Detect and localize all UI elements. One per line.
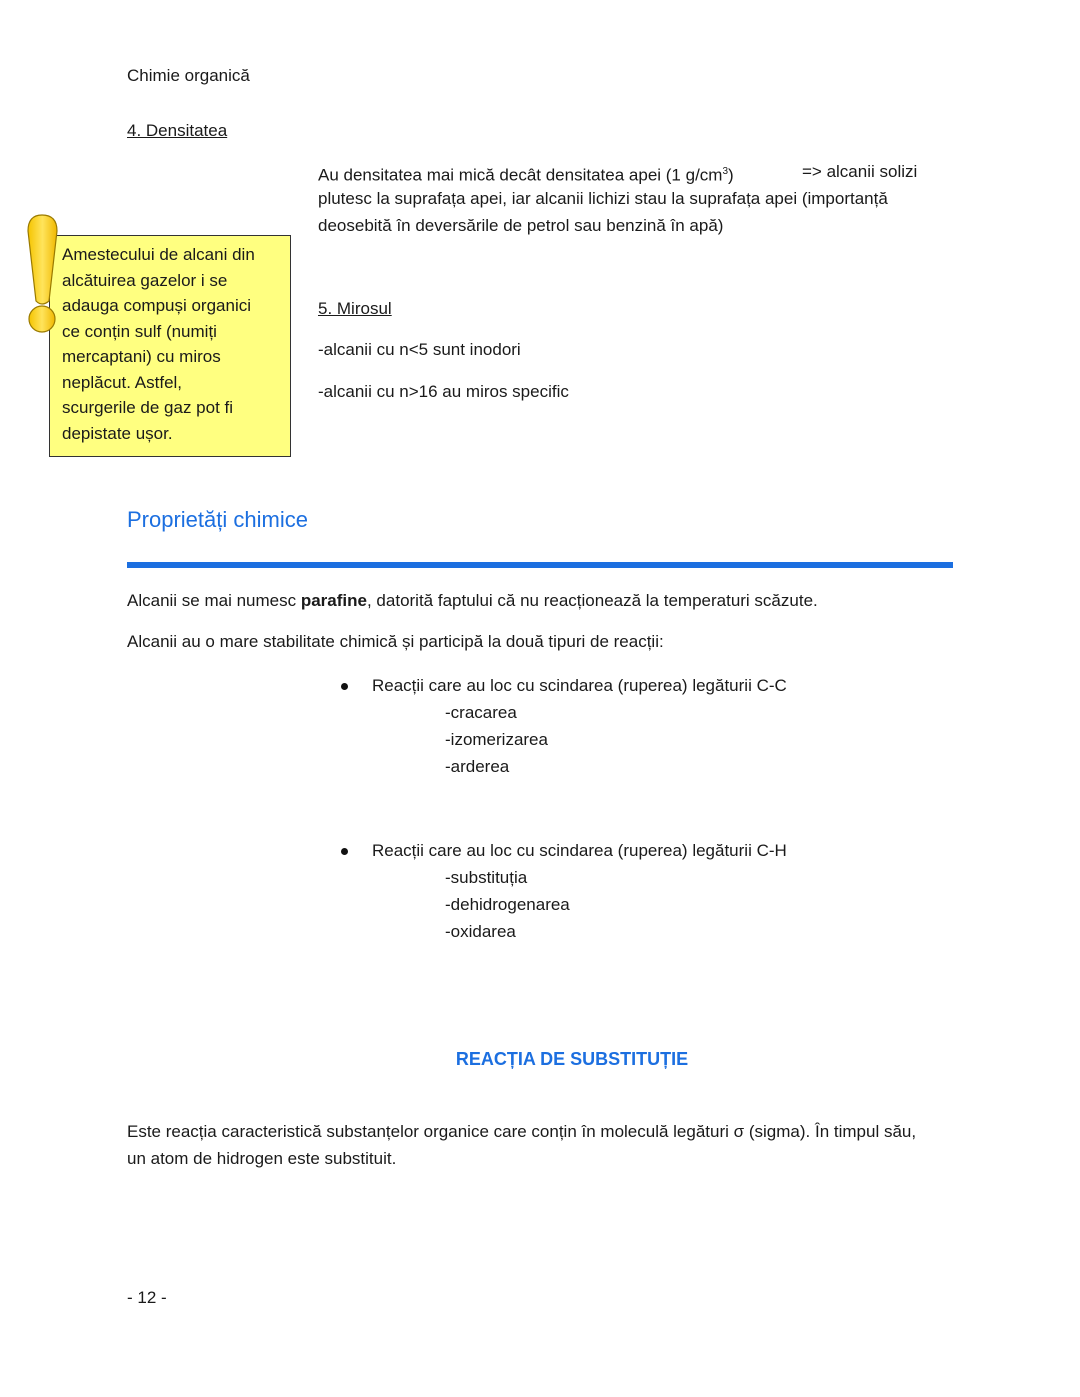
density-line-2: plutesc la suprafața apei, iar alcanii lichizi stau la suprafața apei (importanță: [318, 189, 888, 208]
density-text-end: ): [728, 165, 734, 185]
reaction-item: -oxidarea: [445, 922, 516, 941]
reaction-item: -dehidrogenarea: [445, 895, 570, 914]
bold-term: parafine: [300, 591, 367, 610]
running-header: Chimie organică: [127, 66, 250, 85]
smell-item: -alcanii cu n<5 sunt inodori: [318, 340, 521, 359]
superscript: 3: [722, 166, 729, 177]
density-line-3: deosebită în deversările de petrol sau benzină în apă): [318, 216, 724, 235]
density-text: Au densitatea mai mică decât densitatea apei (1 g/cm: [318, 165, 723, 185]
note-line: ce conțin sulf (numiți: [62, 321, 217, 341]
reaction-item: -izomerizarea: [445, 730, 548, 749]
paraffin-paragraph: [127, 587, 818, 614]
note-line: scurgerile de gaz pot fi: [62, 398, 234, 417]
bullet-ch: Reacții care au loc cu scindarea (ruperea) legăturii C-H: [372, 841, 787, 860]
text: , datorită faptului că nu reacționează la temperaturi scăzute.: [366, 591, 818, 610]
substitution-line-2: un atom de hidrogen este substituit.: [127, 1149, 397, 1168]
reaction-item: -substituția: [445, 868, 528, 887]
note-line: adauga compuși organici: [62, 296, 252, 315]
section-density-title: 4. Densitatea: [127, 121, 228, 140]
note-line: alcătuirea gazelor i se: [62, 270, 228, 290]
stability-paragraph: Alcanii au o mare stabilitate chimică și participă la două tipuri de reacții:: [127, 632, 664, 651]
reaction-item: -arderea: [445, 757, 510, 776]
note-box: [49, 235, 291, 457]
heading-rule: [127, 562, 953, 568]
density-conclusion: => alcanii solizi: [802, 162, 918, 181]
note-line: depistate ușor.: [62, 423, 173, 443]
page-number: - 12 -: [127, 1288, 167, 1307]
bullet-icon: [341, 683, 348, 690]
section-smell-title: 5. Mirosul: [318, 299, 392, 318]
substitution-line-1: Este reacția caracteristică substanțelor organice care conțin în moleculă legături σ (sigma). În timpul său,: [127, 1122, 917, 1141]
note-line: neplăcut. Astfel,: [62, 372, 183, 392]
text: Alcanii se mai numesc: [127, 591, 301, 610]
substitution-heading: REACȚIA DE SUBSTITUȚIE: [455, 1049, 689, 1069]
note-line: Amestecului de alcani din: [62, 245, 255, 264]
exclamation-icon: [24, 213, 64, 335]
smell-item: -alcanii cu n>16 au miros specific: [318, 382, 569, 401]
section-heading-chemical: Proprietăți chimice: [127, 507, 308, 532]
bullet-icon: [341, 848, 348, 855]
bullet-cc: Reacții care au loc cu scindarea (ruperea) legăturii C-C: [372, 676, 787, 695]
reaction-item: -cracarea: [445, 703, 517, 722]
note-line: mercaptani) cu miros: [62, 347, 221, 366]
